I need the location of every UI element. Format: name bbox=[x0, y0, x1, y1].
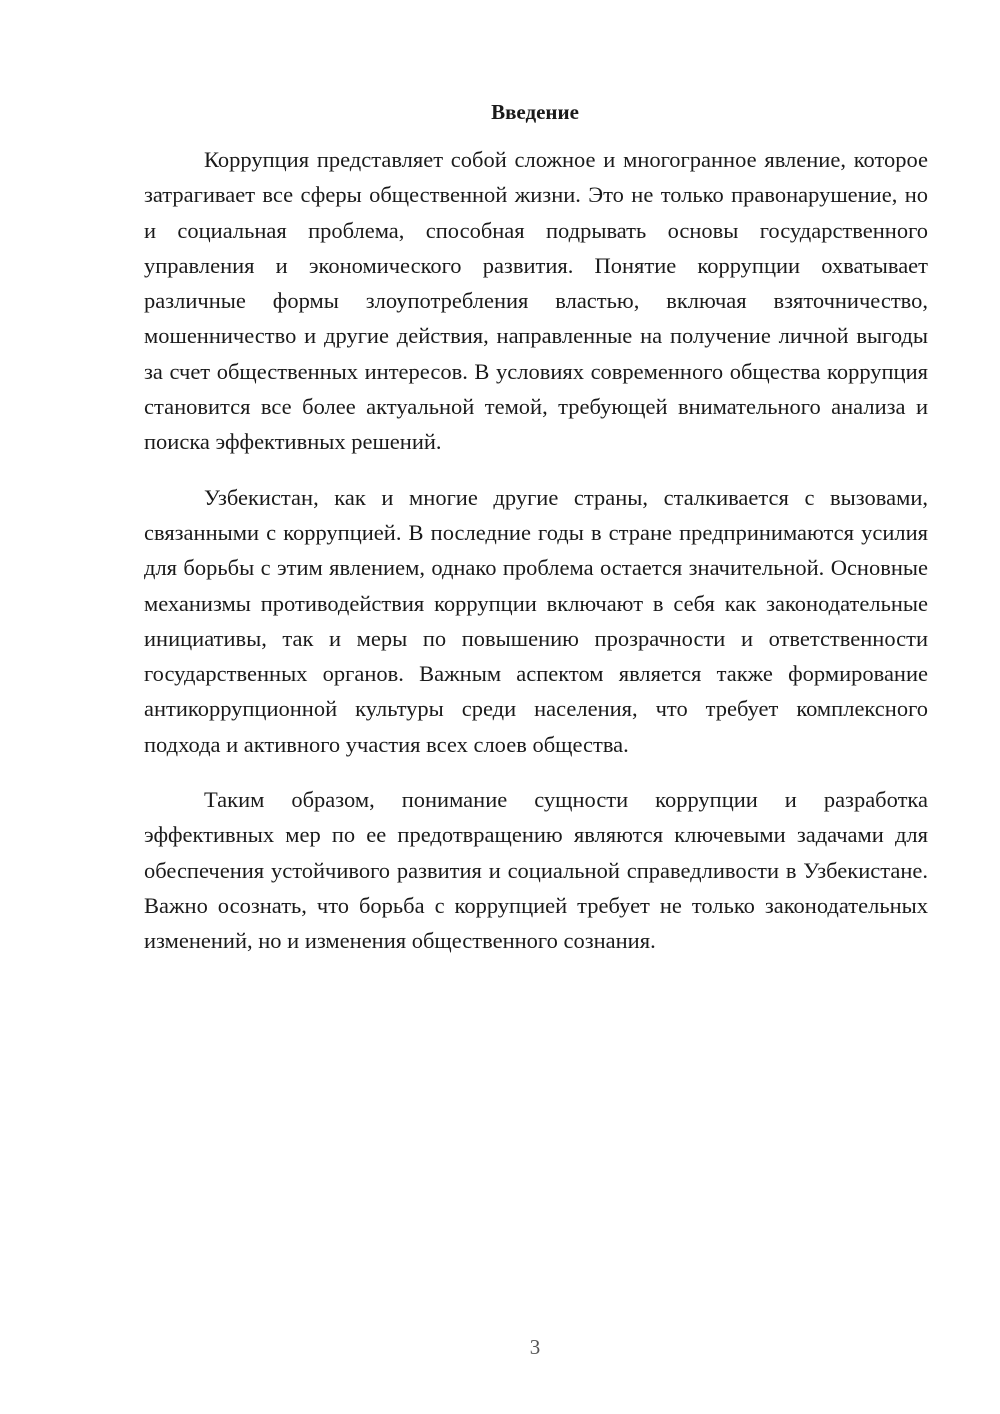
page-number: 3 bbox=[529, 1335, 541, 1359]
paragraph-1: Коррупция представляет собой сложное и многогранное явление, которое затрагивает все сферы общественной жизни. Это не только правонарушение, но и социальная проблема, способная подрывать основы государственного управления и экономического развития. Понятие коррупции охватывает различные формы злоупотребления властью, включая взяточничество, мошенничество и другие действия, направленные на получение личной выгоды за счет общественных интересов. В условиях современного общества коррупция становится все более актуальной темой, требующей внимательного анализа и поиска эффективных решений. bbox=[144, 147, 928, 455]
body-text bbox=[144, 142, 928, 979]
section-title: Введение bbox=[491, 100, 579, 124]
paragraph-2: Узбекистан, как и многие другие страны, сталкивается с вызовами, связанными с коррупцией. В последние годы в стране предпринимаются усилия для борьбы с этим явлением, однако проблема остается значительной. Основные механизмы противодействия коррупции включают в себя как законодательные инициативы, так и меры по повышению прозрачности и ответственности государственных органов. Важным аспектом является также формирование антикоррупционной культуры среди населения, что требует комплексного подхода и активного участия всех слоев общества. bbox=[144, 484, 928, 757]
paragraph-3: Таким образом, понимание сущности коррупции и разработка эффективных мер по ее предотвращению являются ключевыми задачами для обеспечения устойчивого развития и социальной справедливости в Узбекистане. Важно осознать, что борьба с коррупцией требует не только законодательных изменений, но и изменения общественного сознания. bbox=[144, 787, 928, 954]
